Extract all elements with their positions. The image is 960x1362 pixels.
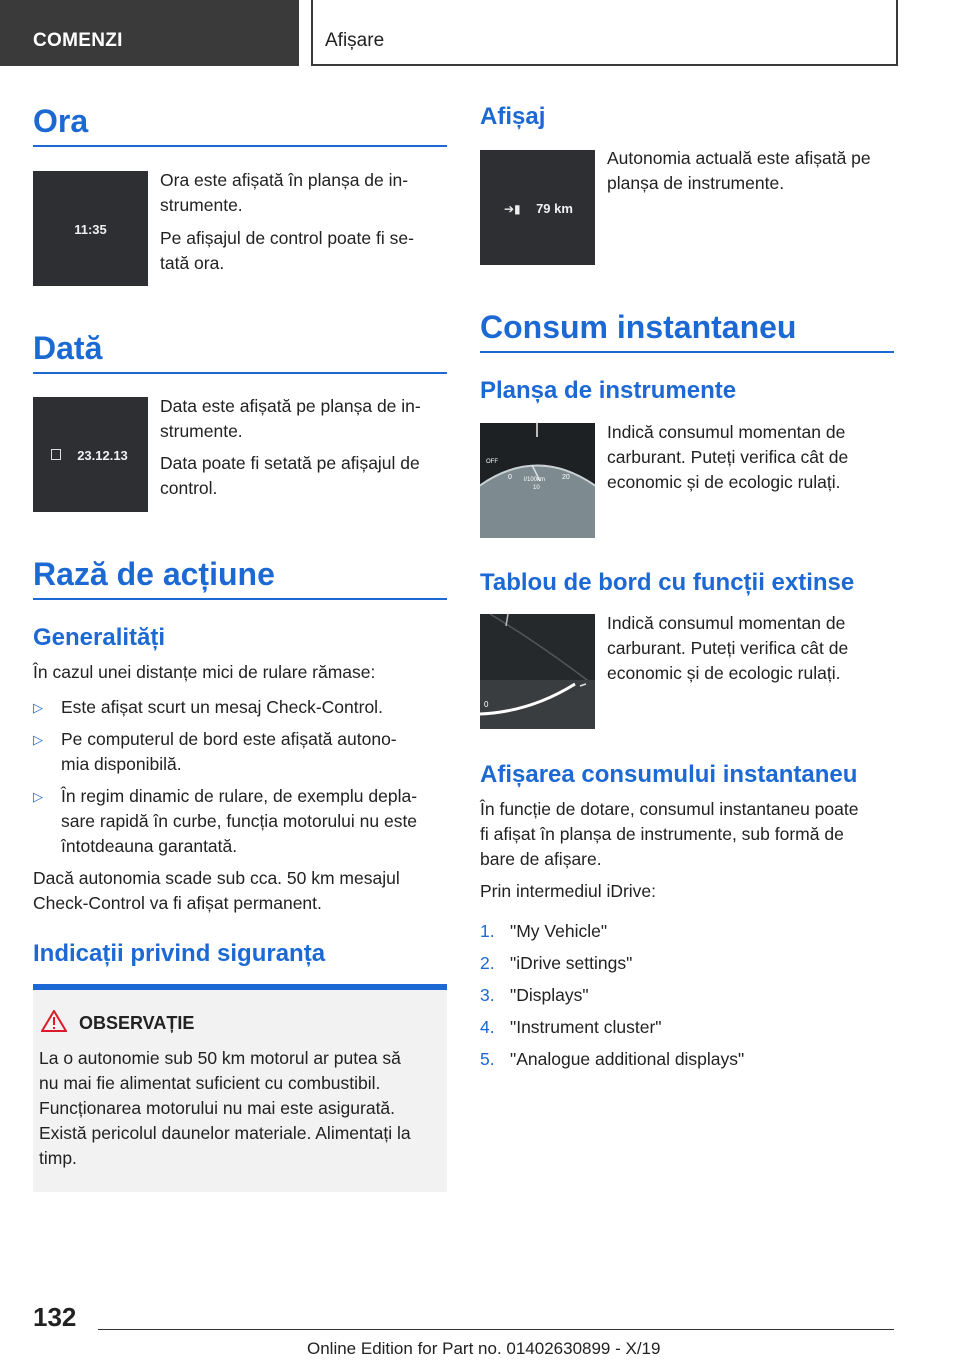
tablou-line: economic și de ecologic rulați. [607, 663, 841, 683]
ora-p2-line2: tată ora. [160, 253, 225, 273]
triangle-bullet-icon: ▷ [33, 700, 43, 715]
generalitati-intro: În cazul unei distanțe mici de rulare rămase: [33, 662, 376, 682]
warning-line: nu mai fie alimentat suficient cu combustibil. [39, 1073, 381, 1093]
data-p1-line2: strumente. [160, 421, 243, 441]
plansa-paragraph [607, 420, 894, 495]
heading-afisaj: Afișaj [480, 103, 546, 130]
cluster-scale-0: 0 [484, 700, 489, 709]
step-number: 2. [480, 953, 495, 973]
ora-p1-line2: strumente. [160, 195, 243, 215]
list-item-line: mia disponibilă. [61, 754, 182, 774]
gauge-scale-0: 0 [508, 474, 512, 481]
heading-data: Dată [33, 331, 447, 374]
afisarea-paragraph [480, 797, 894, 872]
list-item-text: Este afișat scurt un mesaj Check-Control. [61, 697, 383, 717]
heading-plansa-de-instrumente: Planșa de instrumente [480, 377, 737, 404]
footer-divider [98, 1329, 894, 1330]
data-p1-line1: Data este afișată pe planșa de in‐ [160, 396, 421, 416]
step-number: 4. [480, 1017, 495, 1037]
header-section-label: COMENZI [33, 30, 123, 51]
extended-cluster-graphic [480, 614, 595, 729]
header-section-tab [0, 0, 299, 66]
step-text: "Instrument cluster" [510, 1017, 662, 1037]
list-item-line: Pe computerul de bord este afișată autono‐ [61, 729, 397, 749]
tablou-line: carburant. Puteți verifica cât de [607, 638, 849, 658]
consumption-gauge-image [480, 423, 595, 538]
plansa-line: Indică consumul momentan de [607, 422, 846, 442]
clock-display-time: 11:35 [74, 222, 107, 237]
tablou-paragraph [607, 611, 894, 686]
warning-line: Există pericolul daunelor materiale. Alimentați la [39, 1123, 411, 1143]
step-number: 5. [480, 1049, 495, 1069]
date-display-image [33, 397, 148, 512]
idrive-intro: Prin intermediul iDrive: [480, 881, 657, 901]
warning-box [33, 984, 447, 1192]
list-item [33, 695, 447, 720]
warning-title: OBSERVAȚIE [79, 1013, 195, 1033]
footer-edition: Online Edition for Part no. 01402630899 - X/19 [307, 1339, 661, 1358]
heading-ora: Ora [33, 104, 447, 147]
extended-cluster-image [480, 614, 595, 729]
ora-paragraph-1 [160, 168, 447, 218]
list-item-line: În regim dinamic de rulare, de exemplu depla‐ [61, 786, 418, 806]
plansa-line: economic și de ecologic rulați. [607, 472, 841, 492]
afisaj-line2: planșa de instrumente. [607, 173, 785, 193]
heading-afisarea-consumului: Afișarea consumului instantaneu [480, 761, 858, 788]
header-chapter-label: Afișare [325, 30, 385, 51]
step-number: 3. [480, 985, 495, 1005]
heading-tablou-de-bord: Tablou de bord cu funcții extinse [480, 569, 855, 596]
triangle-bullet-icon: ▷ [33, 789, 43, 804]
gauge-scale-20: 20 [562, 474, 570, 481]
list-item [480, 1047, 894, 1072]
header-chapter-tab [311, 0, 898, 66]
gauge-off-label: OFF [486, 459, 498, 465]
data-p2-line1: Data poate fi setată pe afișajul de [160, 453, 420, 473]
outro-line1: Dacă autonomia scade sub cca. 50 km mesajul [33, 868, 400, 888]
list-item-text [61, 784, 447, 859]
page-number: 132 [33, 1302, 77, 1332]
step-number: 1. [480, 921, 495, 941]
list-item-text [61, 727, 447, 777]
gauge-scale-10: 10 [533, 485, 540, 491]
afisaj-paragraph [607, 146, 894, 196]
warning-line: Funcționarea motorului nu mai este asigurată. [39, 1098, 396, 1118]
list-item [480, 951, 894, 976]
heading-consum-instantaneu: Consum instantaneu [480, 310, 894, 353]
date-display-value: 23.12.13 [77, 448, 128, 463]
tablou-line: Indică consumul momentan de [607, 613, 846, 633]
heading-raza-de-actiune: Rază de acțiune [33, 557, 447, 600]
heading-generalitati: Generalități [33, 624, 166, 651]
list-item [480, 983, 894, 1008]
warning-triangle-icon [41, 1010, 67, 1032]
plansa-line: carburant. Puteți verifica cât de [607, 447, 849, 467]
afisarea-line: bare de afișare. [480, 849, 602, 869]
data-p2-line2: control. [160, 478, 218, 498]
list-item [480, 1015, 894, 1040]
ora-paragraph-2 [160, 226, 447, 276]
warning-line: La o autonomie sub 50 km motorul ar putea să [39, 1048, 401, 1068]
range-display-image [480, 150, 595, 265]
fuel-pump-icon: ➔▮ [504, 202, 521, 216]
step-text: "Displays" [510, 985, 589, 1005]
ora-p2-line1: Pe afișajul de control poate fi se‐ [160, 228, 414, 248]
ora-p1-line1: Ora este afișată în planșa de in‐ [160, 170, 409, 190]
afisaj-line1: Autonomia actuală este afișată pe [607, 148, 871, 168]
clock-display-image [33, 171, 148, 286]
step-text: "My Vehicle" [510, 921, 608, 941]
triangle-bullet-icon: ▷ [33, 732, 43, 747]
afisarea-line: fi afișat în planșa de instrumente, sub formă de [480, 824, 844, 844]
warning-line: timp. [39, 1148, 77, 1168]
list-item [33, 784, 447, 859]
outro-line2: Check-Control va fi afișat permanent. [33, 893, 322, 913]
warning-text [39, 1046, 443, 1171]
heading-indicatii-siguranta: Indicații privind siguranța [33, 940, 326, 967]
list-item [33, 727, 447, 777]
data-paragraph-1 [160, 394, 447, 444]
list-item [480, 919, 894, 944]
afisarea-line: În funcție de dotare, consumul instantaneu poate [480, 799, 859, 819]
consumption-gauge-graphic [480, 423, 595, 538]
step-text: "Analogue additional displays" [510, 1049, 745, 1069]
list-item-line: sare rapidă în curbe, funcția motorului nu este [61, 811, 418, 831]
gauge-unit-label: l/100km [524, 477, 546, 483]
list-item-line: întotdeauna garantată. [61, 836, 238, 856]
range-display-value: 79 km [536, 201, 573, 216]
step-text: "iDrive settings" [510, 953, 633, 973]
generalitati-outro [33, 866, 447, 916]
data-paragraph-2 [160, 451, 447, 501]
